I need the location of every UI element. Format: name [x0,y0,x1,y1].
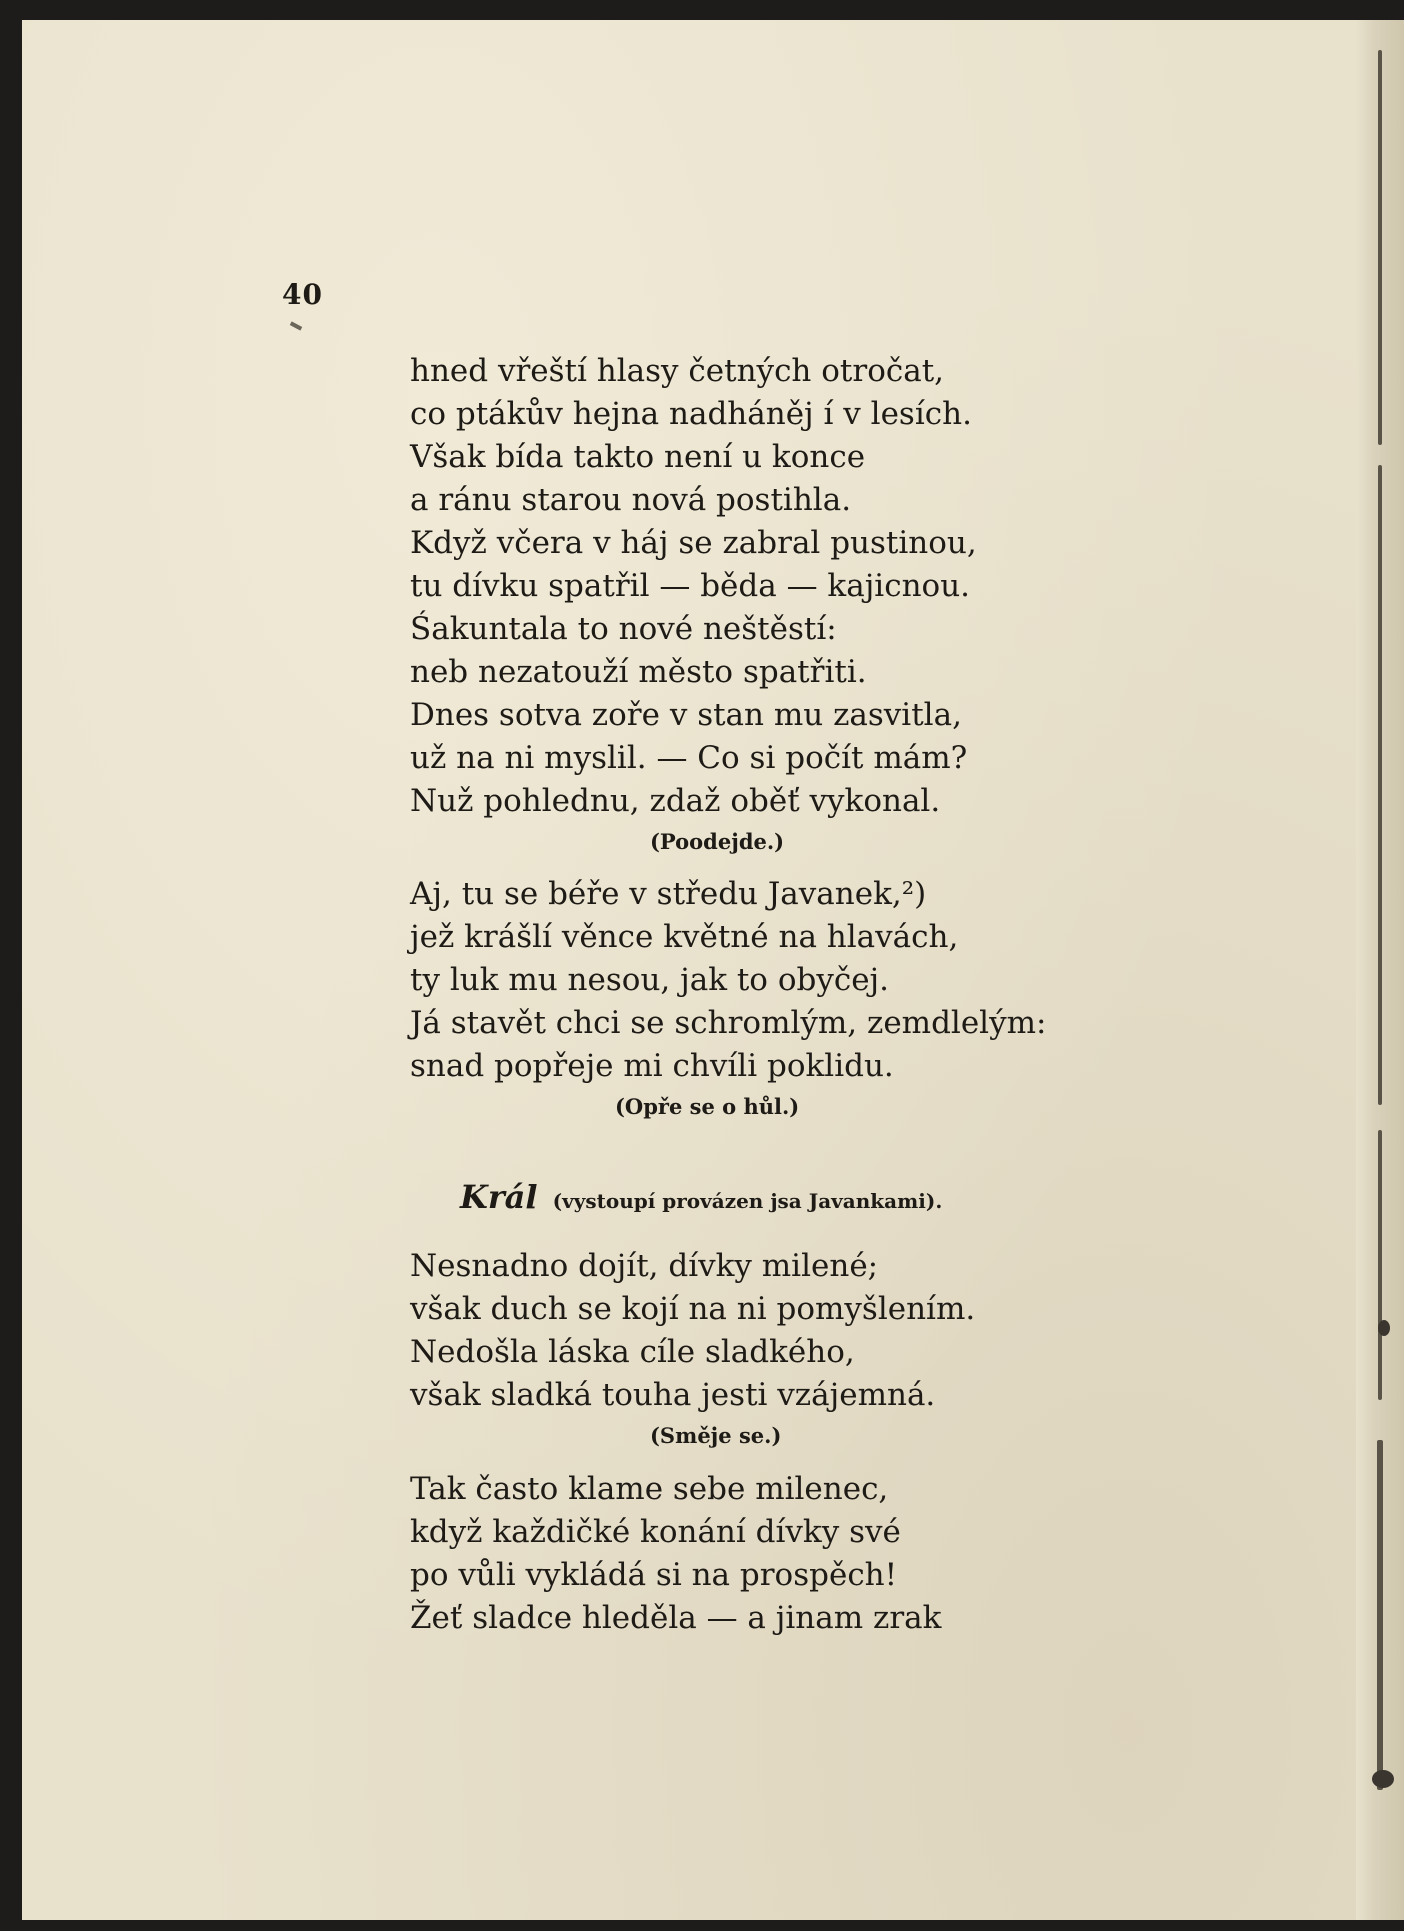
verse-line: tu dívku spatřil — běda — kajicnou. [410,568,971,604]
verse-line: snad popřeje mi chvíli poklidu. [410,1048,894,1084]
verse-line: Když včera v háj se zabral pustinou, [410,525,977,561]
speaker-heading [460,1178,942,1216]
edge-mark [1378,1130,1382,1400]
verse-line: co ptákův hejna nadháněj í v lesích. [410,396,972,432]
verse-line: Dnes sotva zoře v stan mu zasvitla, [410,697,962,733]
edge-mark [1377,1440,1383,1790]
stage-direction: (Opře se o hůl.) [615,1094,800,1119]
verse-block-2 [410,873,1110,1126]
binding-edge [1356,20,1404,1920]
verse-line: Śakuntala to nové neštěstí: [410,611,837,647]
edge-blot [1372,1770,1394,1788]
verse-line: neb nezatouží město spatřiti. [410,654,867,690]
edge-mark [1378,465,1382,1105]
verse-line: Nedošla láska cíle sladkého, [410,1334,855,1370]
verse-line: Nesnadno dojít, dívky milené; [410,1248,879,1284]
verse-line: Aj, tu se béře v středu Javanek,²) [410,876,927,912]
verse-line: však sladká touha jesti vzájemná. [410,1377,936,1413]
page-number: 40 [282,278,323,311]
verse-block-3 [410,1245,1110,1455]
speaker-name: Král [460,1178,538,1216]
verse-line: Tak často klame sebe milenec, [410,1471,889,1507]
verse-line: když každičké konání dívky své [410,1514,901,1550]
verse-line: Žeť sladce hleděla — a jinam zrak [410,1600,942,1636]
verse-line: ty luk mu nesou, jak to obyčej. [410,962,890,998]
verse-line: Nuž pohlednu, zdaž oběť vykonal. [410,783,941,819]
book-page [22,20,1404,1920]
speaker-direction: (vystoupí provázen jsa Javankami). [552,1189,943,1213]
verse-line: však duch se kojí na ni pomyšlením. [410,1291,976,1327]
verse-line: po vůli vykládá si na prospěch! [410,1557,898,1593]
verse-line: jež krášlí věnce květné na hlavách, [410,919,959,955]
verse-line: Však bída takto není u konce [410,439,866,475]
verse-line: hned vřeští hlasy četných otročat, [410,353,945,389]
ink-mark [290,321,302,330]
edge-blot [1378,1320,1390,1336]
stage-direction: (Poodejde.) [650,829,785,854]
edge-mark [1378,50,1382,445]
verse-line: už na ni myslil. — Co si počít mám? [410,740,968,776]
verse-block-4 [410,1468,1110,1640]
verse-block-1 [410,350,1110,861]
stage-direction: (Směje se.) [650,1423,782,1448]
verse-line: Já stavět chci se schromlým, zemdlelým: [410,1005,1047,1041]
verse-line: a ránu starou nová postihla. [410,482,852,518]
